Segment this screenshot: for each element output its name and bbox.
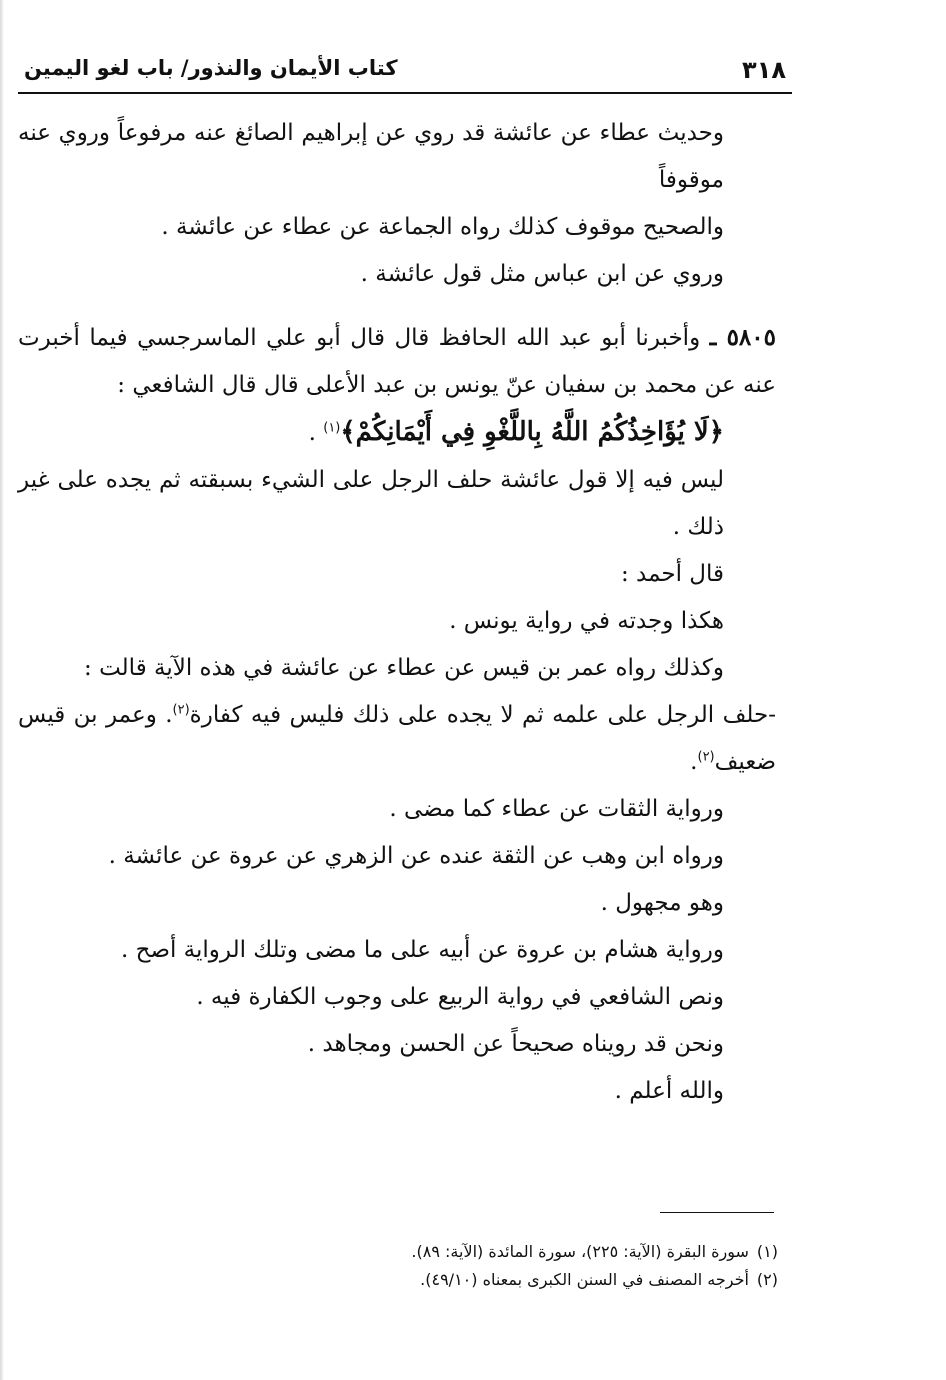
hadith-number: ٥٨٠٥ ـ <box>709 324 776 351</box>
footnote-text: أخرجه المصنف في السنن الكبرى بمعناه (٤٩/١٠). <box>420 1270 749 1289</box>
page-header <box>18 50 792 92</box>
paragraph <box>18 692 776 786</box>
paragraph: والله أعلم . <box>614 1078 724 1104</box>
footnote-ref: (١) <box>323 420 341 436</box>
hadith-text: وأخبرنا أبو عبد الله الحافظ قال قال أبو علي الماسرجسي فيما أخبرت عنه عن محمد بن سفيان عنّ يونس بن عبد الأعلى قال قال الشافعي : <box>18 325 776 398</box>
paragraph: ورواية الثقات عن عطاء كما مضى . <box>389 796 724 822</box>
header-divider <box>18 92 792 94</box>
paragraph: قال أحمد : <box>620 561 724 587</box>
footnote <box>300 1266 778 1294</box>
quran-verse-line <box>18 409 776 457</box>
paragraph: ونحن قد رويناه صحيحاً عن الحسن ومجاهد . <box>307 1031 724 1057</box>
footnote-ref: (٢) <box>697 749 715 765</box>
paragraph: وحديث عطاء عن عائشة قد روي عن إبراهيم الصائغ عنه مرفوعاً وروي عنه موقوفاً <box>18 120 724 193</box>
paragraph: هكذا وجدته في رواية يونس . <box>449 608 724 634</box>
paragraph: ورواه ابن وهب عن الثقة عنده عن الزهري عن عروة عن عائشة . <box>108 843 724 869</box>
footnote-mark: (٢) <box>756 1270 778 1289</box>
running-title: كتاب الأيمان والنذور/ باب لغو اليمين <box>24 56 398 80</box>
verse-end: . <box>308 420 324 446</box>
footnote <box>300 1238 778 1266</box>
hadith-paragraph <box>18 314 776 409</box>
page-number: ٣١٨ <box>742 56 786 84</box>
footnote-mark: (١) <box>756 1242 778 1261</box>
footnote-divider <box>660 1212 774 1213</box>
paragraph: وهو مجهول . <box>600 890 724 916</box>
scan-edge-shadow <box>0 0 4 1380</box>
paragraph-gap <box>18 298 776 314</box>
narrator-note: . وعمر بن قيس ضعيف <box>18 702 776 775</box>
paragraph: ليس فيه إلا قول عائشة حلف الرجل على الشيء بسبقته ثم يجده على غير ذلك . <box>18 467 724 540</box>
paragraph: ورواية هشام بن عروة عن أبيه على ما مضى وتلك الرواية أصح . <box>120 937 724 963</box>
paragraph: وروي عن ابن عباس مثل قول عائشة . <box>360 261 724 287</box>
paragraph: والصحيح موقوف كذلك رواه الجماعة عن عطاء عن عائشة . <box>161 214 724 240</box>
paragraph: ونص الشافعي في رواية الربيع على وجوب الكفارة فيه . <box>196 984 724 1010</box>
quote-text: -حلف الرجل على علمه ثم لا يجده على ذلك فليس فيه كفارة <box>189 702 776 728</box>
main-text <box>18 110 776 1115</box>
footnote-ref: (٢) <box>172 702 190 718</box>
paragraph: وكذلك رواه عمر بن قيس عن عطاء عن عائشة في هذه الآية قالت : <box>84 655 724 681</box>
quran-verse: ﴿لَا يُؤَاخِذُكُمُ اللَّهُ بِاللَّغْوِ فِي أَيْمَانِكُمْ﴾ <box>340 417 724 447</box>
footnote-text: سورة البقرة (الآية: ٢٢٥)، سورة المائدة (الآية: ٨٩). <box>411 1242 749 1261</box>
period: . <box>690 749 698 775</box>
footnotes <box>300 1238 778 1294</box>
